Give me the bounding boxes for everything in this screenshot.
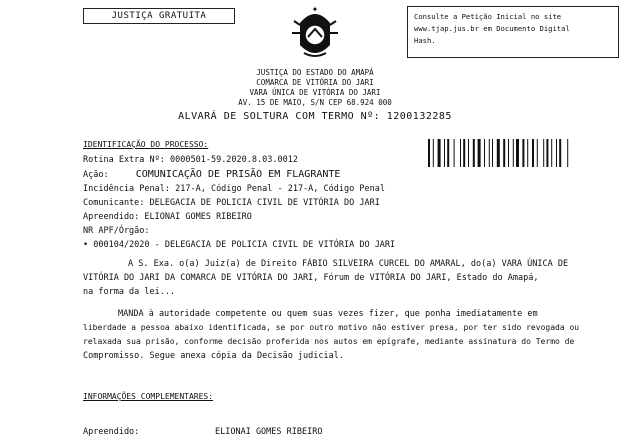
barcode-bar	[513, 139, 514, 167]
acao-label: Ação:	[83, 170, 109, 180]
barcode-bar	[492, 139, 493, 167]
header-comarca-line: COMARCA DE VITÓRIA DO JARI	[256, 78, 374, 87]
nr-apf-value: • 000104/2020 - DELEGACIA DE POLICIA CIVIL DE VITÓRIA DO JARI	[83, 240, 396, 250]
coat-of-arms-seal	[290, 3, 340, 65]
acao-value: COMUNICAÇÃO DE PRISÃO EM FLAGRANTE	[135, 169, 341, 180]
barcode-bar	[473, 139, 475, 167]
barcode-bar	[546, 139, 548, 167]
barcode-bar	[478, 139, 481, 167]
document-title: ALVARÁ DE SOLTURA COM TERMO Nº: 1200132285	[178, 111, 452, 122]
barcode-bar	[460, 139, 461, 167]
barcode-bar	[508, 139, 509, 167]
svg-text:✦: ✦	[311, 5, 319, 14]
identification-section-title: IDENTIFICAÇÃO DO PROCESSO:	[83, 140, 209, 149]
barcode-bar	[503, 139, 505, 167]
barcode-bar	[543, 139, 544, 167]
barcode	[428, 139, 623, 167]
barcode-bar	[463, 139, 465, 167]
para2-line4: Compromisso. Segue anexa cópia da Decisão judicial.	[83, 351, 344, 361]
barcode-bar	[559, 139, 561, 167]
rotina-value: 0000501-59.2020.8.03.0012	[170, 155, 298, 165]
barcode-bar	[454, 139, 455, 167]
barcode-bar	[551, 139, 552, 167]
rotina-row	[83, 155, 298, 165]
incidencia-label: Incidência Penal:	[83, 184, 170, 194]
barcode-bar	[428, 139, 430, 167]
barcode-bar	[489, 139, 490, 167]
barcode-bar	[522, 139, 524, 167]
complementary-info-title: INFORMAÇÕES COMPLEMENTARES:	[83, 392, 214, 401]
barcode-bar	[497, 139, 500, 167]
header-court-line: JUSTIÇA DO ESTADO DO AMAPÁ	[256, 68, 374, 77]
barcode-bar	[484, 139, 485, 167]
justica-gratuita-badge: JUSTIÇA GRATUITA	[83, 8, 235, 24]
consult-line-2: www.tjap.jus.br em Documento Digital	[414, 24, 570, 33]
comunicante-row	[83, 198, 380, 208]
barcode-bar	[468, 139, 469, 167]
barcode-bar	[447, 139, 449, 167]
consult-line-3: Hash.	[414, 36, 436, 45]
barcode-bar	[532, 139, 534, 167]
barcode-bar	[438, 139, 441, 167]
barcode-bar	[516, 139, 519, 167]
para2-line3: relaxada sua prisão, conforme decisão proferida nos autos em epígrafe, mediante assinatura do Termo de	[83, 337, 575, 346]
complementary-apreendido-label: Apreendido:	[83, 427, 140, 437]
apreendido-value: ELIONAI GOMES RIBEIRO	[144, 212, 252, 222]
para2-line2: liberdade a pessoa abaixo identificada, se por outro motivo não estiver presa, por ter sido revogada ou	[83, 323, 580, 332]
barcode-bar	[433, 139, 434, 167]
acao-row	[83, 169, 340, 180]
header-vara-line: VARA ÚNICA DE VITÓRIA DO JARI	[249, 88, 381, 97]
apreendido-row	[83, 212, 252, 222]
comunicante-label: Comunicante:	[83, 198, 145, 208]
nr-apf-label: NR APF/Órgão:	[83, 226, 150, 236]
para1-line1: A S. Exa. o(a) Juiz(a) de Direito FÁBIO SILVEIRA CURCEL DO AMARAL, do(a) VARA ÚNICA DE	[128, 259, 569, 269]
barcode-bar	[527, 139, 528, 167]
consult-notice-box	[407, 6, 619, 58]
barcode-bar	[567, 139, 568, 167]
complementary-apreendido-value: ELIONAI GOMES RIBEIRO	[215, 427, 323, 437]
apreendido-label: Apreendido:	[83, 212, 140, 222]
barcode-bar	[444, 139, 445, 167]
rotina-label: Rotina Extra Nº:	[83, 155, 165, 165]
comunicante-value: DELEGACIA DE POLICIA CIVIL DE VITÓRIA DO JARI	[149, 198, 380, 208]
header-address-line: AV. 15 DE MAIO, S/N CEP 68.924 000	[238, 98, 392, 107]
para2-line1: MANDA à autoridade competente ou quem suas vezes fizer, que ponha imediatamente em	[118, 309, 538, 319]
incidencia-row	[83, 184, 385, 194]
para1-line3: na forma da lei...	[83, 287, 176, 297]
consult-line-1: Consulte a Petição Inicial no site	[414, 12, 562, 21]
para1-line2: VITÓRIA DO JARI DA COMARCA DE VITÓRIA DO JARI, Fórum de VITÓRIA DO JARI, Estado do Amapá,	[83, 273, 539, 283]
barcode-bar	[556, 139, 557, 167]
barcode-bar	[537, 139, 538, 167]
incidencia-value: 217-A, Código Penal - 217-A, Código Penal	[175, 184, 385, 194]
